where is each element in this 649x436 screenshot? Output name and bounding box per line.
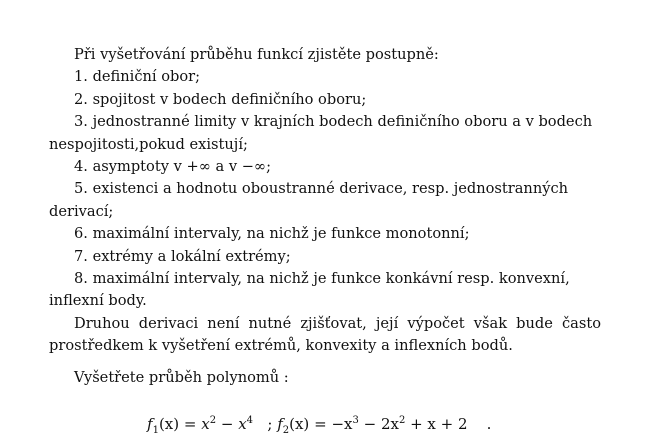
- formula-line: [49, 413, 601, 435]
- f2-term-exp: 2: [398, 415, 406, 427]
- list-item: 8. maximální intervaly, na nichž je funkce konkávní resp. konvexní, inflexní body.: [49, 270, 570, 310]
- list-item: 2. spojitost v bodech definičního oboru;: [74, 90, 367, 108]
- f2-term-exp: 3: [352, 415, 359, 427]
- f1-term-base: x: [238, 415, 247, 434]
- f1-index: 1: [152, 425, 159, 436]
- list-item: 4. asymptoty v +∞ a v −∞;: [74, 158, 272, 176]
- formula-separator: ;: [253, 415, 278, 434]
- list-item: 7. extrémy a lokální extrémy;: [74, 247, 291, 265]
- list-item: 5. existenci a hodnotu oboustranné derivace, resp. jednostranných derivací;: [49, 180, 569, 220]
- f1-name: f: [147, 415, 153, 434]
- f2-term: + x + 2: [405, 415, 468, 434]
- text-block: [49, 44, 601, 436]
- note-paragraph: Druhou derivaci není nutné zjišťovat, její výpočet však bude často prostředkem k vyšetření extrémů, konvexity a inflexních bodů.: [49, 314, 601, 355]
- formula-end: .: [467, 415, 492, 434]
- equals-sign: =: [183, 415, 197, 434]
- list-item: 3. jednostranné limity v krajních bodech definičního oboru a v bodech nespojitosti,pokud existují;: [49, 113, 593, 153]
- f2-term: −x: [331, 415, 353, 434]
- f2-index: 2: [282, 425, 290, 436]
- f2-arg: (x): [289, 415, 310, 434]
- list-item: 6. maximální intervaly, na nichž je funkce monotonní;: [74, 225, 470, 243]
- f2-name: f: [277, 415, 283, 434]
- f1-arg: (x): [158, 415, 180, 434]
- equals-sign: =: [314, 415, 327, 434]
- list-item: 1. definiční obor;: [74, 68, 201, 86]
- f2-term: − 2x: [358, 415, 399, 434]
- f1-minus: −: [216, 415, 239, 434]
- intro-paragraph: Při vyšetřování průběhu funkcí zjistěte postupně:: [74, 46, 439, 63]
- f1-term-exp: 4: [246, 415, 254, 427]
- spacer: [49, 358, 601, 367]
- f1-term-base: x: [201, 415, 210, 434]
- f1-term-exp: 2: [209, 415, 217, 427]
- task-paragraph: Vyšetřete průběh polynomů :: [74, 368, 289, 386]
